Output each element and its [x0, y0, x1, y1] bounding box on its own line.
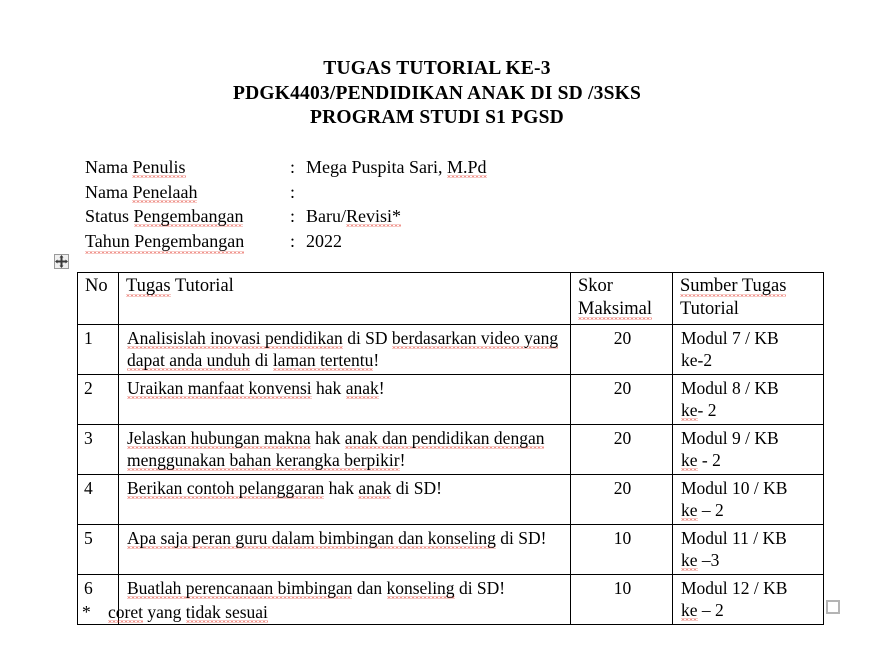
meta-label-nama-penelaah: Nama Penelaah: [85, 181, 198, 202]
table-resize-handle[interactable]: [826, 600, 840, 614]
cell-sumber: Modul 8 / KB ke- 2: [673, 375, 824, 425]
document-metadata-block: [85, 155, 625, 253]
cell-no: 2: [78, 375, 119, 425]
meta-row-tahun-pengembangan: [85, 229, 625, 254]
meta-label-tahun-pengembangan: Tahun Pengembangan: [85, 229, 244, 255]
cell-no: 1: [78, 325, 119, 375]
column-header-tugas-tutorial: Tugas Tutorial: [119, 273, 571, 325]
table-row: [78, 375, 824, 425]
title-line-3: PROGRAM STUDI S1 PGSD: [310, 107, 564, 128]
cell-sumber: Modul 7 / KB ke-2: [673, 325, 824, 375]
cell-no: 4: [78, 475, 119, 525]
meta-colon-1: :: [290, 157, 296, 177]
cell-tugas: Uraikan manfaat konvensi hak anak!: [119, 375, 571, 425]
cell-no: 3: [78, 425, 119, 475]
table-row: [78, 475, 824, 525]
meta-row-nama-penulis: [85, 155, 625, 180]
cell-skor: 20: [571, 325, 673, 375]
footnote-asterisk: *: [82, 602, 91, 622]
cell-sumber: Modul 12 / KB ke – 2: [673, 575, 824, 625]
meta-label-status-pengembangan: Status Pengembangan: [85, 206, 244, 226]
column-header-no: No: [78, 273, 119, 325]
title-line-1: TUGAS TUTORIAL KE-3: [323, 58, 551, 79]
column-header-sumber-tugas-tutorial: Sumber Tugas Tutorial: [673, 273, 824, 325]
cell-skor: 20: [571, 375, 673, 425]
table-row: [78, 525, 824, 575]
footnote: * coret yang tidak sesuai: [82, 602, 268, 622]
meta-row-status-pengembangan: [85, 204, 625, 229]
meta-row-nama-penelaah: [85, 180, 625, 205]
cell-no: 5: [78, 525, 119, 575]
cell-sumber: Modul 9 / KB ke - 2: [673, 425, 824, 475]
cell-tugas: Apa saja peran guru dalam bimbingan dan konseling di SD!: [119, 525, 571, 575]
meta-colon-3: :: [290, 206, 296, 226]
table-row: [78, 325, 824, 375]
meta-colon-2: :: [290, 181, 296, 202]
cell-skor: 10: [571, 575, 673, 625]
cell-tugas: Berikan contoh pelanggaran hak anak di SD!: [119, 475, 571, 525]
cell-sumber: Modul 10 / KB ke – 2: [673, 475, 824, 525]
table-move-handle-icon[interactable]: [54, 254, 69, 269]
cell-skor: 20: [571, 425, 673, 475]
meta-value-nama-penulis: Mega Puspita Sari, M.Pd: [306, 157, 487, 177]
table-header-row: [78, 273, 824, 325]
meta-value-status-pengembangan: Baru/Revisi*: [306, 206, 402, 226]
document-title-block: [0, 57, 874, 131]
meta-label-nama-penulis: Nama Penulis: [85, 157, 186, 177]
tugas-tutorial-table: [77, 272, 824, 625]
cell-sumber: Modul 11 / KB ke –3: [673, 525, 824, 575]
meta-value-tahun-pengembangan: 2022: [306, 230, 342, 251]
cell-tugas: Analisislah inovasi pendidikan di SD berdasarkan video yang dapat anda unduh di laman tertentu!: [119, 325, 571, 375]
cell-tugas: Buatlah perencanaan bimbingan dan konseling di SD!: [119, 575, 571, 625]
title-line-2: PDGK4403/PENDIDIKAN ANAK DI SD /3SKS: [232, 82, 642, 104]
cell-no: 6: [78, 575, 119, 625]
table-row: [78, 425, 824, 475]
cell-skor: 20: [571, 475, 673, 525]
column-header-skor-maksimal: Skor Maksimal: [571, 273, 673, 325]
meta-colon-4: :: [290, 230, 296, 251]
cell-skor: 10: [571, 525, 673, 575]
cell-tugas: Jelaskan hubungan makna hak anak dan pendidikan dengan menggunakan bahan kerangka berpikir!: [119, 425, 571, 475]
